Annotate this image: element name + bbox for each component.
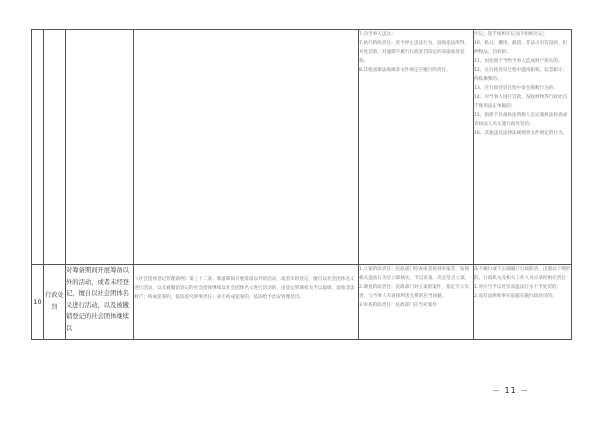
row-type-cell <box>44 30 66 265</box>
row-type-cell: 行政处罚 <box>44 265 66 340</box>
responsibility-cell <box>359 30 474 265</box>
responsibility-cell <box>359 265 474 340</box>
page-number: － 11 － <box>492 386 530 395</box>
responsibility-line: 7.执行阶段责任：责令停止违法行为，没收违法所得，并处罚款，对逾期不履行行政处罚决定的采取加处罚款。 <box>359 41 470 64</box>
table-row <box>32 265 572 340</box>
responsibility-table <box>31 29 572 340</box>
item-name-cell: 对筹备期间开展筹备以外的活动，或者未经登记，擅自以社会团体名义进行活动，以及被撤销登记的社会团体继续以 <box>66 265 134 340</box>
responsibility-line: 2.调查阶段责任：民政部门对立案的案件，指定专人负责，与当事人有直接利害关系的应当回避。 <box>359 285 470 299</box>
legal-basis-cell: 《社会团体登记管理条例》第三十二条：筹备期间开展筹备以外的活动，或者未经登记，擅自以社会团体名义进行活动，以及被撤销登记的社会团体继续以社会团体名义进行活动的，由登记管理机关予以取缔，没收非法财产；构成犯罪的，依法追究刑事责任；尚不构成犯罪的，依法给予治安管理处罚。 <box>134 265 359 340</box>
responsibility-line: 3.审查阶段责任：民政部门应当对案件 <box>359 303 437 308</box>
accountability-line: 依不履行或不正确履行行政职责，出现以下情形的，行政机关及相关工作人员应承担相应责任：1.对应当予以处罚而违法行为不予处罚的； <box>474 267 571 290</box>
accountability-line: 12、在行政处罚过程中滥用职权、玩忽职守、徇私舞弊的； <box>474 68 568 82</box>
accountability-line: 16、其他违反法律法规规章文件规定的行为。 <box>474 131 568 136</box>
accountability-line: 牢记，选手组织牢记而不组织牢记； <box>474 32 548 37</box>
accountability-line: 10、私分、挪用、截留、非法占有罚没款、扣押物品、罚款的； <box>474 41 568 55</box>
accountability-cell <box>474 265 572 340</box>
row-number-cell <box>32 30 44 265</box>
accountability-line: 14、对当事人进行罚款，没收财物等行政处罚不使用法定单据的； <box>474 95 568 109</box>
accountability-line: 11、因处置不当给当事人造成财产损失的； <box>474 59 563 64</box>
responsibility-line: 7.向当事人送达； <box>359 32 396 37</box>
legal-basis-cell <box>134 30 359 265</box>
item-name-cell <box>66 30 134 265</box>
accountability-line: 15、指派不具备执法资格人员实施执法检查或者执法人员实施行政处罚的； <box>474 113 568 127</box>
responsibility-line: 1.立案阶段责任：民政部门检查或者接到举报等，发现相关违法行为应立即核实，予以审查，决定是否立案。 <box>359 267 470 281</box>
accountability-line: 13、在行政处罚过程中发生腐败行为的； <box>474 86 558 91</box>
accountability-cell <box>474 30 572 265</box>
responsibility-line: 8.其他法律法规规章文件规定应履行的责任。 <box>359 68 451 73</box>
row-number-cell: 10 <box>32 265 44 340</box>
accountability-line: 2.没有法律和事实依据实施行政处罚的； <box>474 294 557 299</box>
table-row <box>32 30 572 265</box>
